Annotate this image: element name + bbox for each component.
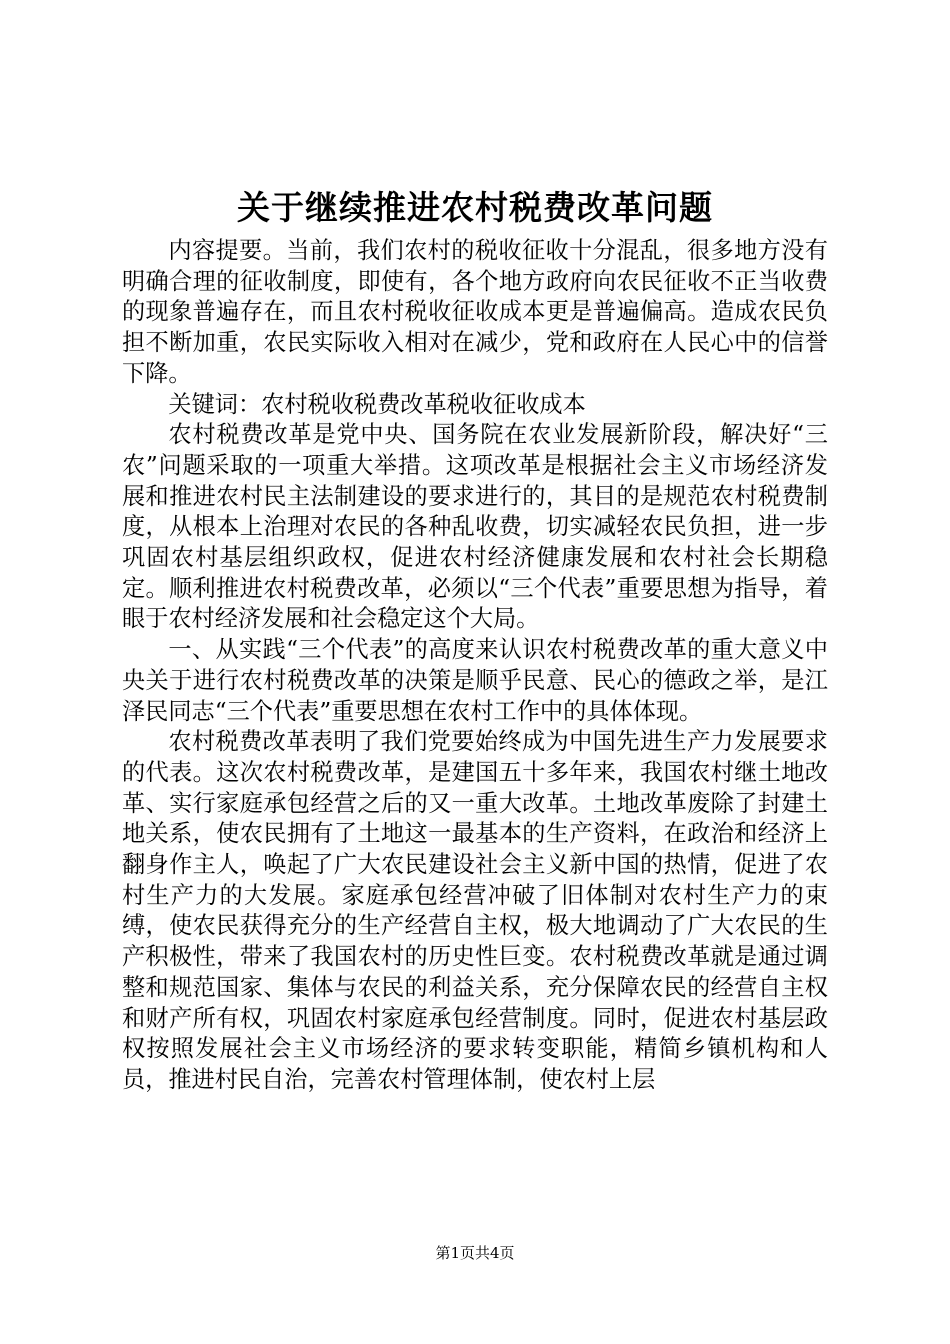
document-title: 关于继续推进农村税费改革问题: [237, 188, 713, 227]
document-body: [122, 236, 828, 1096]
body-paragraph: 农村税费改革是党中央、国务院在农业发展新阶段，解决好“三农”问题采取的一项重大举措。这项改革是根据社会主义市场经济发展和推进农村民主法制建设的要求进行的，其目的是规范农村税费制度，从根本上治理对农民的各种乱收费，切实减轻农民负担，进一步巩固农村基层组织政权，促进农村经济健康发展和农村社会长期稳定。顺利推进农村税费改革，必须以“三个代表”重要思想为指导，着眼于农村经济发展和社会稳定这个大局。: [122, 421, 828, 633]
abstract-paragraph: 内容提要。当前，我们农村的税收征收十分混乱，很多地方没有明确合理的征收制度，即使有，各个地方政府向农民征收不正当收费的现象普遍存在，而且农村税收征收成本更是普遍偏高。造成农民负担不断加重，农民实际收入相对在减少，党和政府在人民心中的信誉下降。: [122, 237, 828, 387]
section-heading-paragraph: 一、从实践“三个代表”的高度来认识农村税费改革的重大意义中央关于进行农村税费改革的决策是顺乎民意、民心的德政之举，是江泽民同志“三个代表”重要思想在农村工作中的具体体现。: [122, 636, 828, 725]
body-paragraph: 农村税费改革表明了我们党要始终成为中国先进生产力发展要求的代表。这次农村税费改革，是建国五十多年来，我国农村继土地改革、实行家庭承包经营之后的又一重大改革。土地改革废除了封建土地关系，使农民拥有了土地这一最基本的生产资料，在政治和经济上翻身作主人，唤起了广大农民建设社会主义新中国的热情，促进了农村生产力的大发展。家庭承包经营冲破了旧体制对农村生产力的束缚，使农民获得充分的生产经营自主权，极大地调动了广大农民的生产积极性，带来了我国农村的历史性巨变。农村税费改革就是通过调整和规范国家、集体与农民的利益关系，充分保障农民的经营自主权和财产所有权，巩固农村家庭承包经营制度。同时，促进农村基层政权按照发展社会主义市场经济的要求转变职能，精简乡镇机构和人员，推进村民自治，完善农村管理体制，使农村上层: [122, 728, 828, 1093]
page-number: 第1页: [435, 1244, 475, 1262]
page-footer: [0, 1243, 950, 1263]
keywords-paragraph: 关键词：农村税收税费改革税收征收成本: [168, 390, 586, 418]
page-total: 共4页: [475, 1244, 515, 1262]
